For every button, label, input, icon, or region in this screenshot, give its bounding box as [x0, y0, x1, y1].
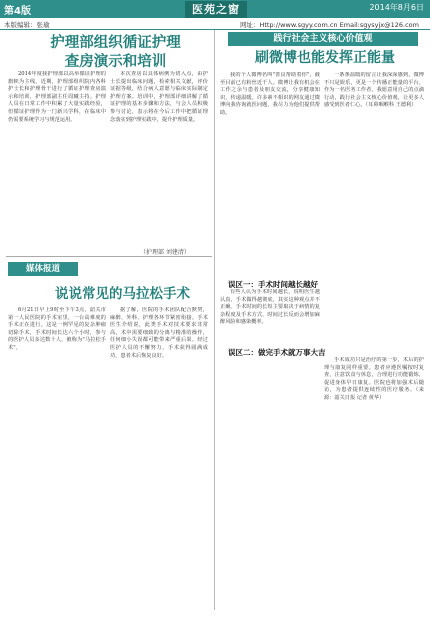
article-headline: 说说常见的马拉松手术	[55, 286, 190, 302]
article-body-column	[324, 72, 424, 272]
headline-line-2: 查房演示和培训	[64, 54, 167, 70]
paragraph: 本次查房以具体病例为切入点，由护士长提出临床问题，检索相关文献，评价证据等级，结合病人意愿与临床实际制定护理方案。培训中，护理部详细讲解了循证护理的基本步骤和方法，与会人员积极参与讨论，表示将在今后工作中把循证理念落实到护理实践中，提升护理质量。	[110, 71, 208, 123]
issue-date: 2014年8月6日	[369, 3, 424, 12]
article-byline: （护理部 刘建清）	[140, 249, 190, 256]
masthead-title: 医苑之窗	[185, 1, 247, 18]
article-headline: 刷微博也能发挥正能量	[255, 50, 395, 66]
article-body-column	[110, 307, 208, 609]
article-body-column	[220, 289, 320, 609]
paragraph: 一条条温暖的留言让我深深感到，微博不只是娱乐，更是一个传播正能量的平台。作为一名医务工作者，我愿意用自己的点滴行动，践行社会主义核心价值观，让更多人感受到医者仁心。（耳鼻咽喉科 王德利）	[324, 72, 424, 109]
article-body-column	[324, 357, 424, 609]
section-divider	[6, 256, 212, 257]
paragraph: 据了解，医院的手术团队配合默契，麻醉、外科、护理各环节紧密衔接。手术医生介绍说，此类手术对技术要求非常高，术中需要细致的分离与精准的操作，任何细小失误都可能带来严重后果。经过医护人员的不懈努力，手术获得圆满成功，患者术后恢复良好。	[110, 307, 208, 359]
paragraph: 6月21日早上9时至下午3点，韶关市第一人民医院的手术室里，一台高难度的手术正在进行。这是一例罕见的复杂肿瘤切除手术，手术时间长达六个小时，参与的医护人员多达数十人，被称为"马拉松手术"。	[8, 307, 106, 351]
article-headline	[28, 34, 203, 72]
article-body-column	[110, 71, 208, 247]
subheading: 误区一：手术时间越长越好	[228, 280, 318, 289]
article-body-column	[8, 71, 106, 247]
paragraph: 有些人认为手术时间越长，说明医生越认真，手术做得越彻底，其实这种观点并不正确。手术时间的长短主要取决于病情的复杂程度及手术方式，时间过长反而会增加麻醉风险和感染概率。	[220, 289, 320, 326]
article-body-column	[8, 307, 106, 609]
editor-credit: 本版编辑：张瑜	[4, 21, 50, 29]
headline-line-1: 护理部组织循证护理	[50, 35, 181, 51]
paragraph: 手术成功只是治疗的第一步，术后的护理与康复同样重要。患者应遵医嘱按时复查，注意饮食与休息，合理进行功能锻炼，促进身体早日康复。医院也将加强术后随访，为患者提供连续性的医疗服务。（来源：韶关日报 记者 黄华）	[324, 357, 424, 401]
paragraph: 2014年度我护理部以高举循证护理的旗帜为主线，近期，护理部组织院内各科护士长和护理骨干进行了循证护理查房演示和培训，护理部副主任周曦主持。护理人员在日常工作中积累了大量实践经验，但循证护理作为一门新兴学科，在临床中仍需要系统学习与规范运用。	[8, 71, 106, 123]
subheading: 误区二：做完手术就万事大吉	[228, 348, 326, 357]
topic-banner: 践行社会主义核心价值观	[228, 32, 418, 46]
edition-label: 第4版	[4, 6, 31, 17]
contact-line: 网址：Http://www.sgyy.com.cn Email:sgysyjx@126.com	[240, 21, 419, 29]
column-divider	[214, 30, 215, 610]
section-heading: 媒体报道	[8, 262, 78, 276]
article-body-column	[220, 72, 320, 272]
paragraph: 我的个人微博名叫"善良帮助着你"，截至目前已有粉丝近千人。微博让我有机会在工作之余与患者及朋友交流，分享健康知识，传递温暖。许多素不相识的网友通过微博向我咨询就医问题，我尽力为他们提供帮助。	[220, 72, 320, 116]
